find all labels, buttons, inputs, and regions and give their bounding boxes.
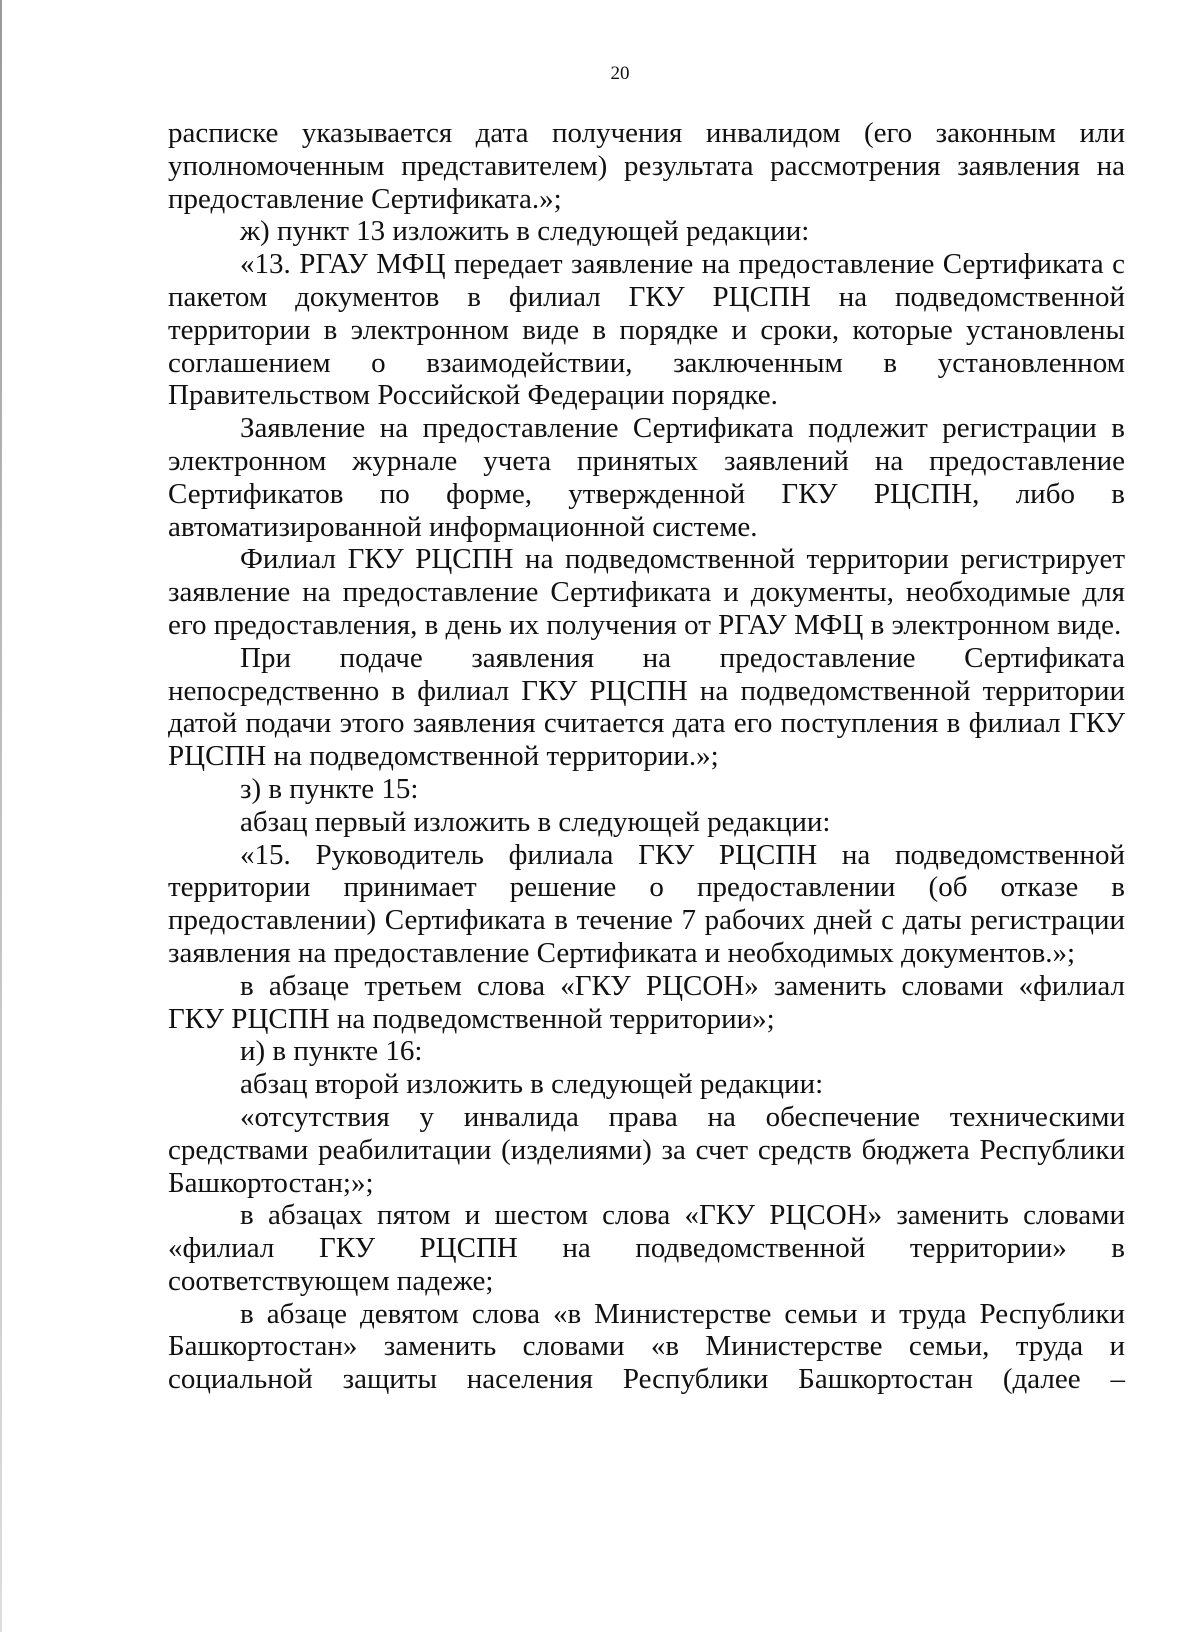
paragraph: «отсутствия у инвалида права на обеспечение техническими средствами реабилитации (изделиями) за счет средств бюджета Республики Башкортостан;»;: [168, 1100, 1125, 1199]
paragraph: При подаче заявления на предоставление Сертификата непосредственно в филиал ГКУ РЦСПН на подведомственной территории датой подачи этого заявления считается дата его поступления в филиал ГКУ РЦСПН на подведомственной территории.»;: [168, 641, 1125, 773]
paragraph: в абзаце третьем слова «ГКУ РЦСОН» заменить словами «филиал ГКУ РЦСПН на подведомственной территории»;: [168, 969, 1125, 1035]
page-number: 20: [610, 63, 630, 84]
paragraph: «13. РГАУ МФЦ передает заявление на предоставление Сертификата с пакетом документов в филиал ГКУ РЦСПН на подведомственной территории в электронном виде в порядке и сроки, которые установлены соглашением о взаимодействии, заключенным в установленном Правительством Российской Федерации порядке.: [168, 248, 1125, 412]
paragraph: Заявление на предоставление Сертификата подлежит регистрации в электронном журнале учета принятых заявлений на предоставление Сертификатов по форме, утвержденной ГКУ РЦСПН, либо в автоматизированной информационной системе.: [168, 412, 1125, 543]
scan-edge: [0, 0, 2, 1632]
paragraph: в абзаце девятом слова «в Министерстве семьи и труда Республики Башкортостан» заменить словами «в Министерстве семьи, труда и социальной защиты населения Республики Башкортостан (далее –: [168, 1297, 1125, 1396]
paragraph: Филиал ГКУ РЦСПН на подведомственной территории регистрирует заявление на предоставление Сертификата и документы, необходимые для его предоставления, в день их получения от РГАУ МФЦ в электронном виде.: [168, 543, 1125, 641]
paragraph: расписке указывается дата получения инвалидом (его законным или уполномоченным представителем) результата рассмотрения заявления на предоставление Сертификата.»;: [168, 117, 1125, 215]
paragraph: ж) пункт 13 изложить в следующей редакции:: [240, 215, 810, 248]
paragraph: з) в пункте 15:: [240, 772, 419, 805]
paragraph: в абзацах пятом и шестом слова «ГКУ РЦСОН» заменить словами «филиал ГКУ РЦСПН на подведомственной территории» в соответствующем падеже;: [168, 1199, 1125, 1297]
paragraph: «15. Руководитель филиала ГКУ РЦСПН на подведомственной территории принимает решение о предоставлении (об отказе в предоставлении) Сертификата в течение 7 рабочих дней с даты регистрации заявления на предоставление Сертификата и необходимых документов.»;: [168, 838, 1125, 969]
paragraph: абзац первый изложить в следующей редакции:: [240, 805, 831, 838]
document-body: [168, 117, 1125, 1396]
paragraph: и) в пункте 16:: [240, 1035, 423, 1068]
paragraph: абзац второй изложить в следующей редакции:: [240, 1068, 824, 1101]
